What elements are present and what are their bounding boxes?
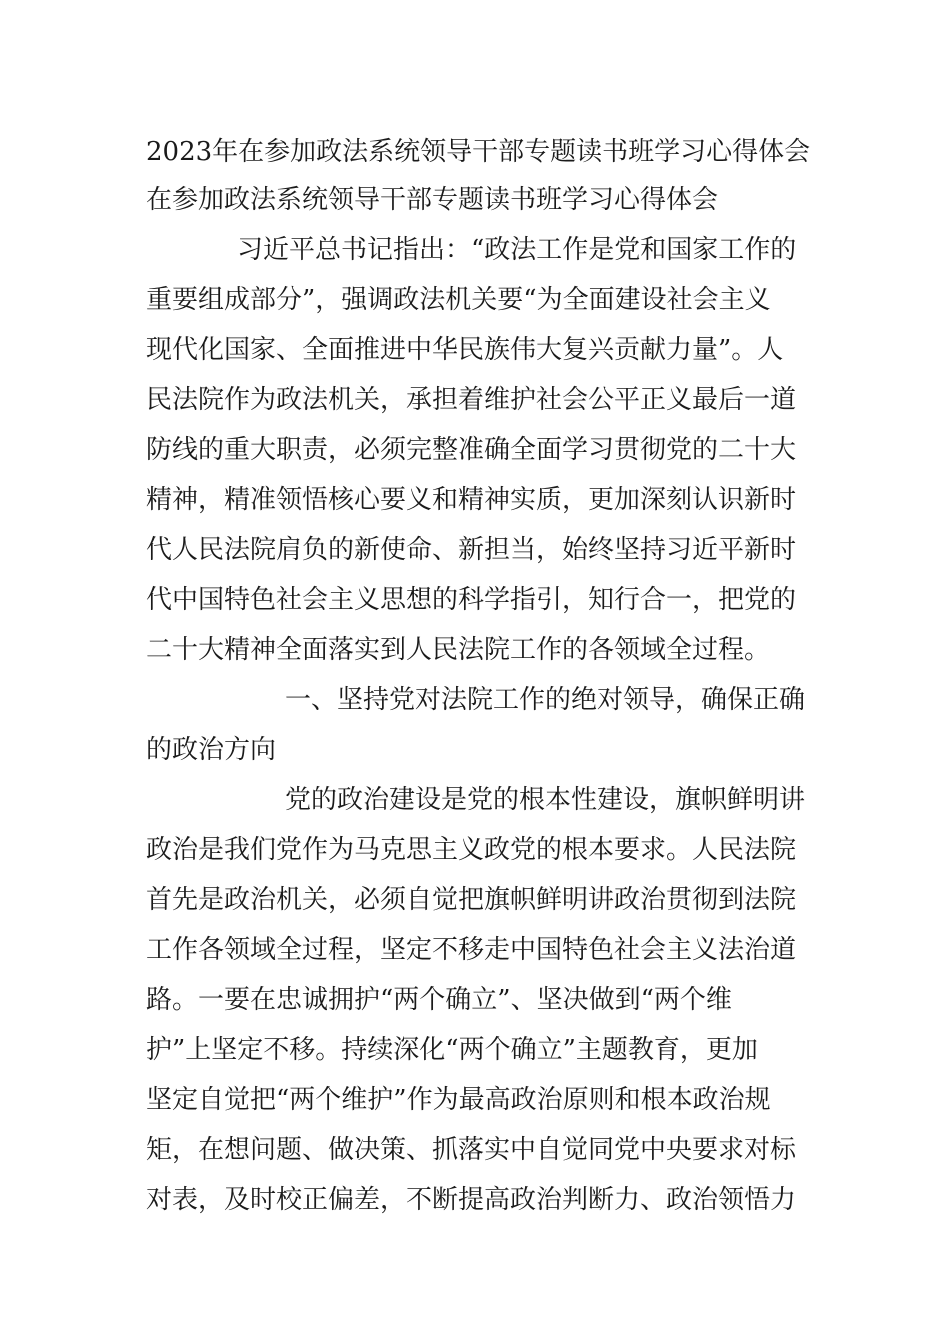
document-subtitle: 在参加政法系统领导干部专题读书班学习心得体会 (146, 185, 719, 215)
paragraph-line: 二十大精神全面落实到人民法院工作的各领域全过程。 (146, 635, 771, 665)
paragraph-line: 路。一要在忠诚拥护“两个确立”、坚决做到“两个维 (146, 985, 732, 1015)
paragraph-line: 首先是政治机关，必须自觉把旗帜鲜明讲政治贯彻到法院 (146, 885, 797, 915)
paragraph-line: 重要组成部分”，强调政法机关要“为全面建设社会主义 (146, 285, 771, 315)
document-title: 2023年在参加政法系统领导干部专题读书班学习心得体会 (146, 137, 811, 167)
paragraph-line: 代中国特色社会主义思想的科学指引，知行合一，把党的 (146, 585, 797, 615)
paragraph-line: 对表，及时校正偏差，不断提高政治判断力、政治领悟力 (146, 1185, 797, 1215)
paragraph-line: 现代化国家、全面推进中华民族伟大复兴贡献力量”。人 (146, 335, 784, 365)
paragraph-line: 矩，在想问题、做决策、抓落实中自觉同党中央要求对标 (146, 1135, 797, 1165)
section-heading: 一、坚持党对法院工作的绝对领导，确保正确 (285, 685, 806, 715)
paragraph-line: 党的政治建设是党的根本性建设，旗帜鲜明讲 (285, 785, 806, 815)
paragraph-line: 习近平总书记指出：“政法工作是党和国家工作的 (237, 235, 797, 265)
section-heading: 的政治方向 (146, 735, 277, 765)
paragraph-line: 防线的重大职责，必须完整准确全面学习贯彻党的二十大 (146, 435, 797, 465)
paragraph-line: 坚定自觉把“两个维护”作为最高政治原则和根本政治规 (146, 1085, 771, 1115)
paragraph-line: 政治是我们党作为马克思主义政党的根本要求。人民法院 (146, 835, 797, 865)
paragraph-line: 民法院作为政法机关，承担着维护社会公平正义最后一道 (146, 385, 797, 415)
paragraph-line: 精神，精准领悟核心要义和精神实质，更加深刻认识新时 (146, 485, 797, 515)
paragraph-line: 代人民法院肩负的新使命、新担当，始终坚持习近平新时 (146, 535, 797, 565)
paragraph-line: 工作各领域全过程，坚定不移走中国特色社会主义法治道 (146, 935, 797, 965)
paragraph-line: 护”上坚定不移。持续深化“两个确立”主题教育，更加 (146, 1035, 758, 1065)
